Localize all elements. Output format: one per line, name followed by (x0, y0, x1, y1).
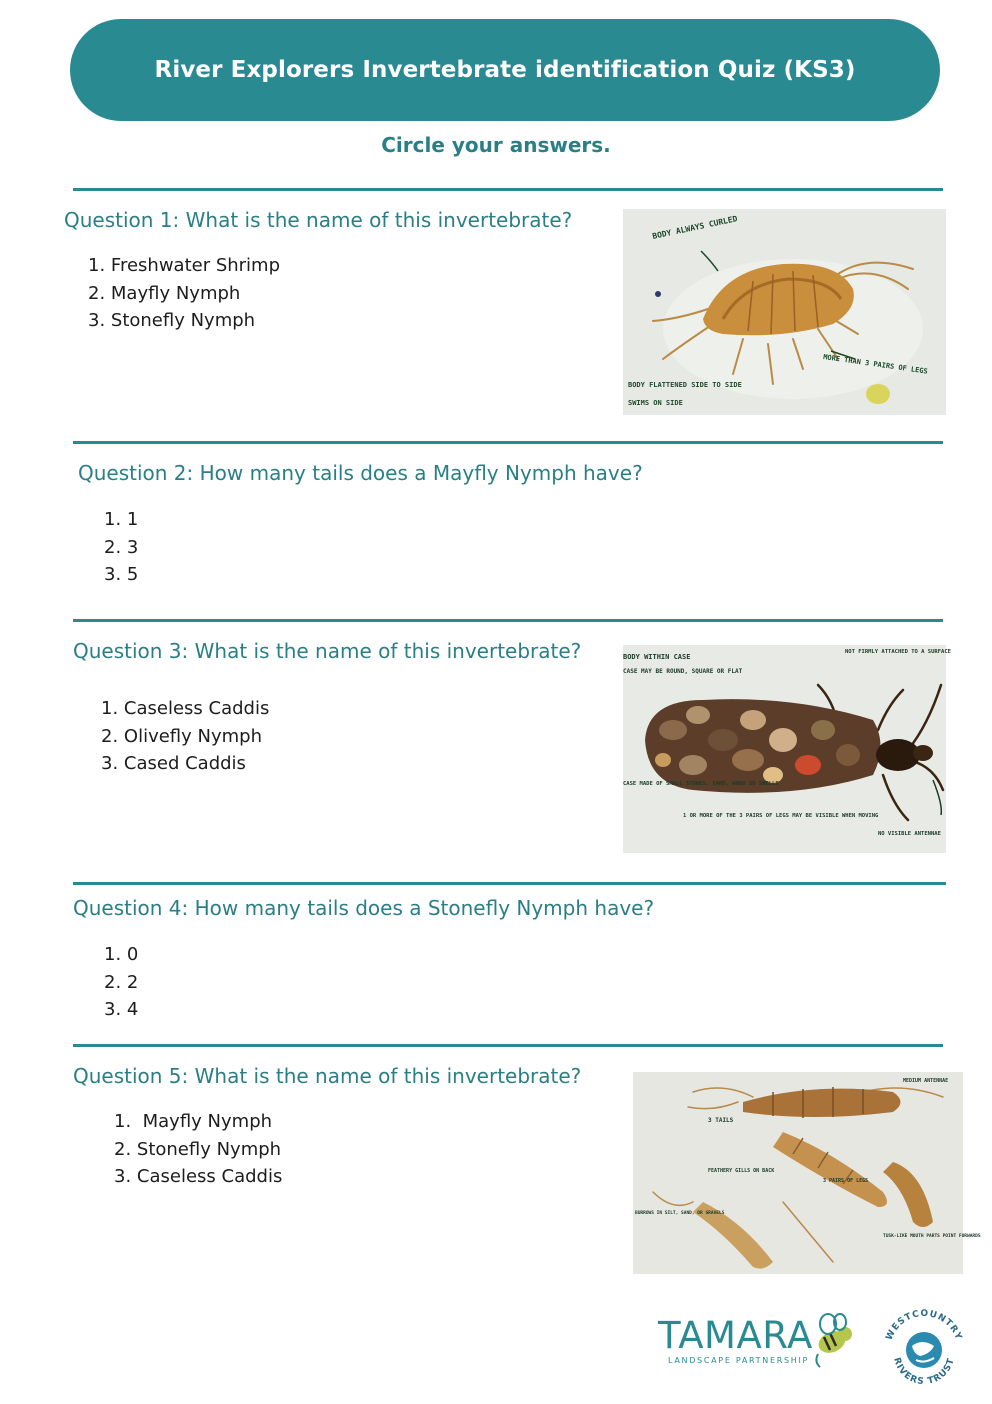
option[interactable]: 3. Cased Caddis (101, 753, 246, 774)
divider (73, 1044, 943, 1047)
question-5-options (114, 1108, 282, 1191)
annotation-text: CASE MADE OF SMALL STONES, SAND, WOOD OR SHELLS (623, 781, 779, 787)
instructions: Circle your answers. (381, 133, 611, 157)
bee-icon (810, 1312, 860, 1370)
question-1-options (88, 252, 280, 335)
option[interactable]: 2. Stonefly Nymph (114, 1138, 282, 1160)
tamara-logo-text: TAMARA (658, 1314, 813, 1357)
question-3-options (101, 695, 269, 778)
question-4-options (104, 941, 138, 1024)
annotation-text: 3 PAIRS OF LEGS (823, 1178, 869, 1184)
option[interactable]: 1. 1 (104, 509, 139, 530)
page-title: River Explorers Invertebrate identification Quiz (KS3) (154, 57, 856, 83)
title-banner (70, 19, 940, 121)
option[interactable]: 3. Stonefly Nymph (88, 310, 256, 331)
annotation-text: BODY WITHIN CASE (623, 653, 691, 661)
divider (73, 619, 943, 622)
annotation-text: BODY ALWAYS CURLED (651, 214, 739, 241)
option[interactable]: 2. 3 (104, 536, 139, 558)
annotation-text: MEDIUM ANTENNAE (903, 1078, 949, 1084)
annotation-text: NOT FIRMLY ATTACHED TO A SURFACE (845, 649, 951, 655)
annotation-text: NO VISIBLE ANTENNAE (878, 831, 941, 837)
annotation-text: CASE MAY BE ROUND, SQUARE OR FLAT (623, 668, 743, 675)
option[interactable]: 2. 2 (104, 971, 139, 993)
annotation-text: BURROWS IN SILT, SAND, OR GRAVELS (635, 1211, 725, 1216)
question-2-options (104, 506, 138, 589)
divider (73, 882, 946, 885)
option[interactable]: 1. Caseless Caddis (101, 698, 270, 719)
option[interactable]: 1. 0 (104, 944, 139, 965)
annotation-text: SWIMS ON SIDE (628, 399, 683, 407)
option[interactable]: 1. Mayfly Nymph (114, 1111, 273, 1132)
question-1: Question 1: What is the name of this invertebrate? (64, 208, 573, 232)
annotation-text: 1 OR MORE OF THE 3 PAIRS OF LEGS MAY BE VISIBLE WHEN MOVING (683, 813, 879, 819)
annotation-text: 3 TAILS (708, 1117, 734, 1124)
option[interactable]: 3. 4 (104, 999, 139, 1020)
question-3: Question 3: What is the name of this invertebrate? (73, 639, 582, 663)
option[interactable]: 3. Caseless Caddis (114, 1166, 283, 1187)
option[interactable]: 1. Freshwater Shrimp (88, 255, 281, 276)
option[interactable]: 2. Olivefly Nymph (101, 725, 262, 747)
option[interactable]: 3. 5 (104, 564, 139, 585)
question-4: Question 4: How many tails does a Stonefly Nymph have? (73, 896, 655, 920)
westcountry-rivers-trust-logo (876, 1302, 972, 1398)
annotation-text: FEATHERY GILLS ON BACK (708, 1168, 775, 1174)
divider (73, 441, 943, 444)
option[interactable]: 2. Mayfly Nymph (88, 282, 241, 304)
annotation-text: MORE THAN 3 PAIRS OF LEGS (822, 353, 929, 376)
question-2: Question 2: How many tails does a Mayfly Nymph have? (78, 461, 643, 485)
caddis-photo (623, 645, 951, 853)
logo-top-text: WESTCOUNTRY (884, 1308, 964, 1342)
divider (73, 188, 943, 191)
shrimp-photo (623, 209, 946, 415)
annotation-text: BODY FLATTENED SIDE TO SIDE (628, 381, 742, 389)
tamara-logo-tagline: LANDSCAPE PARTNERSHIP (668, 1356, 810, 1365)
question-5: Question 5: What is the name of this invertebrate? (73, 1064, 582, 1088)
logo-bottom-text: RIVERS TRUST (891, 1356, 957, 1388)
mayfly-photo (633, 1072, 981, 1274)
annotation-text: TUSK-LIKE MOUTH PARTS POINT FORWARDS (883, 1234, 981, 1239)
